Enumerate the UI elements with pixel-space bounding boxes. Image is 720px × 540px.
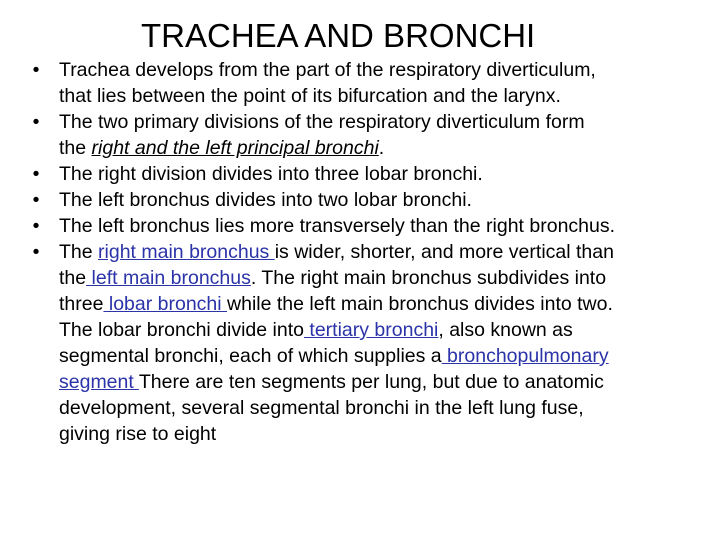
bullet-item (0, 187, 720, 213)
bullet-text-line (59, 135, 712, 161)
bullet-text-line: that lies between the point of its bifurcation and the larynx. (59, 85, 561, 107)
text-segment: There are ten segments per lung, but due to anatomic (138, 371, 604, 393)
bullet-text-line (59, 291, 712, 317)
link-lobar-bronchi[interactable]: lobar bronchi (103, 293, 228, 315)
text-segment: The (59, 241, 99, 263)
bullet-item (0, 239, 720, 447)
bullet-text-line: Trachea develops from the part of the respiratory diverticulum, (59, 59, 596, 81)
bullet-text-line: The right division divides into three lobar bronchi. (59, 163, 483, 185)
link-tertiary-bronchi[interactable]: tertiary bronchi (303, 319, 439, 341)
bullet-item (0, 161, 720, 187)
bullet-text-line: The two primary divisions of the respiratory diverticulum form (59, 111, 585, 133)
link-bronchopulmonary-segment[interactable]: bronchopulmonary (441, 345, 609, 367)
text-segment: , also known as (438, 319, 573, 341)
bullet-marker: • (32, 163, 40, 185)
text-segment: while the left main bronchus divides into two. (227, 293, 613, 315)
bullet-text-line (59, 265, 712, 291)
bullet-item (0, 213, 720, 239)
emphasized-term: right and the left principal bronchi (91, 137, 379, 159)
link-left-main-bronchus[interactable]: left main bronchus (86, 267, 251, 289)
bullet-text-line (59, 239, 712, 265)
bullet-text-line (59, 317, 712, 343)
text-segment: the (59, 267, 87, 289)
bullet-item (0, 57, 720, 109)
bullet-list (0, 57, 720, 447)
text-segment: three (59, 293, 104, 315)
bullet-marker: • (32, 59, 40, 81)
bullet-marker: • (32, 215, 40, 237)
text-segment: the (59, 137, 92, 159)
bullet-marker: • (32, 189, 40, 211)
text-segment: The lobar bronchi divide into (59, 319, 304, 341)
bullet-text-line: development, several segmental bronchi in the left lung fuse, (59, 397, 584, 419)
bullet-text-line: giving rise to eight (59, 423, 217, 445)
slide-title: TRACHEA AND BRONCHI (141, 17, 536, 54)
link-right-main-bronchus[interactable]: right main bronchus (98, 241, 275, 263)
bullet-text-line (59, 343, 712, 369)
bullet-text-line: The left bronchus divides into two lobar bronchi. (59, 189, 472, 211)
text-segment: segmental bronchi, each of which supplies a (59, 345, 442, 367)
text-segment: . (378, 137, 385, 159)
bullet-item (0, 109, 720, 161)
bullet-text-line: The left bronchus lies more transversely than the right bronchus. (59, 215, 616, 237)
text-segment: . The right main bronchus subdivides into (250, 267, 607, 289)
bullet-text-line (59, 369, 712, 395)
link-bronchopulmonary-segment[interactable]: segment (59, 371, 139, 393)
text-segment: is wider, shorter, and more vertical than (274, 241, 614, 263)
bullet-marker: • (32, 111, 40, 133)
bullet-marker: • (32, 241, 40, 263)
